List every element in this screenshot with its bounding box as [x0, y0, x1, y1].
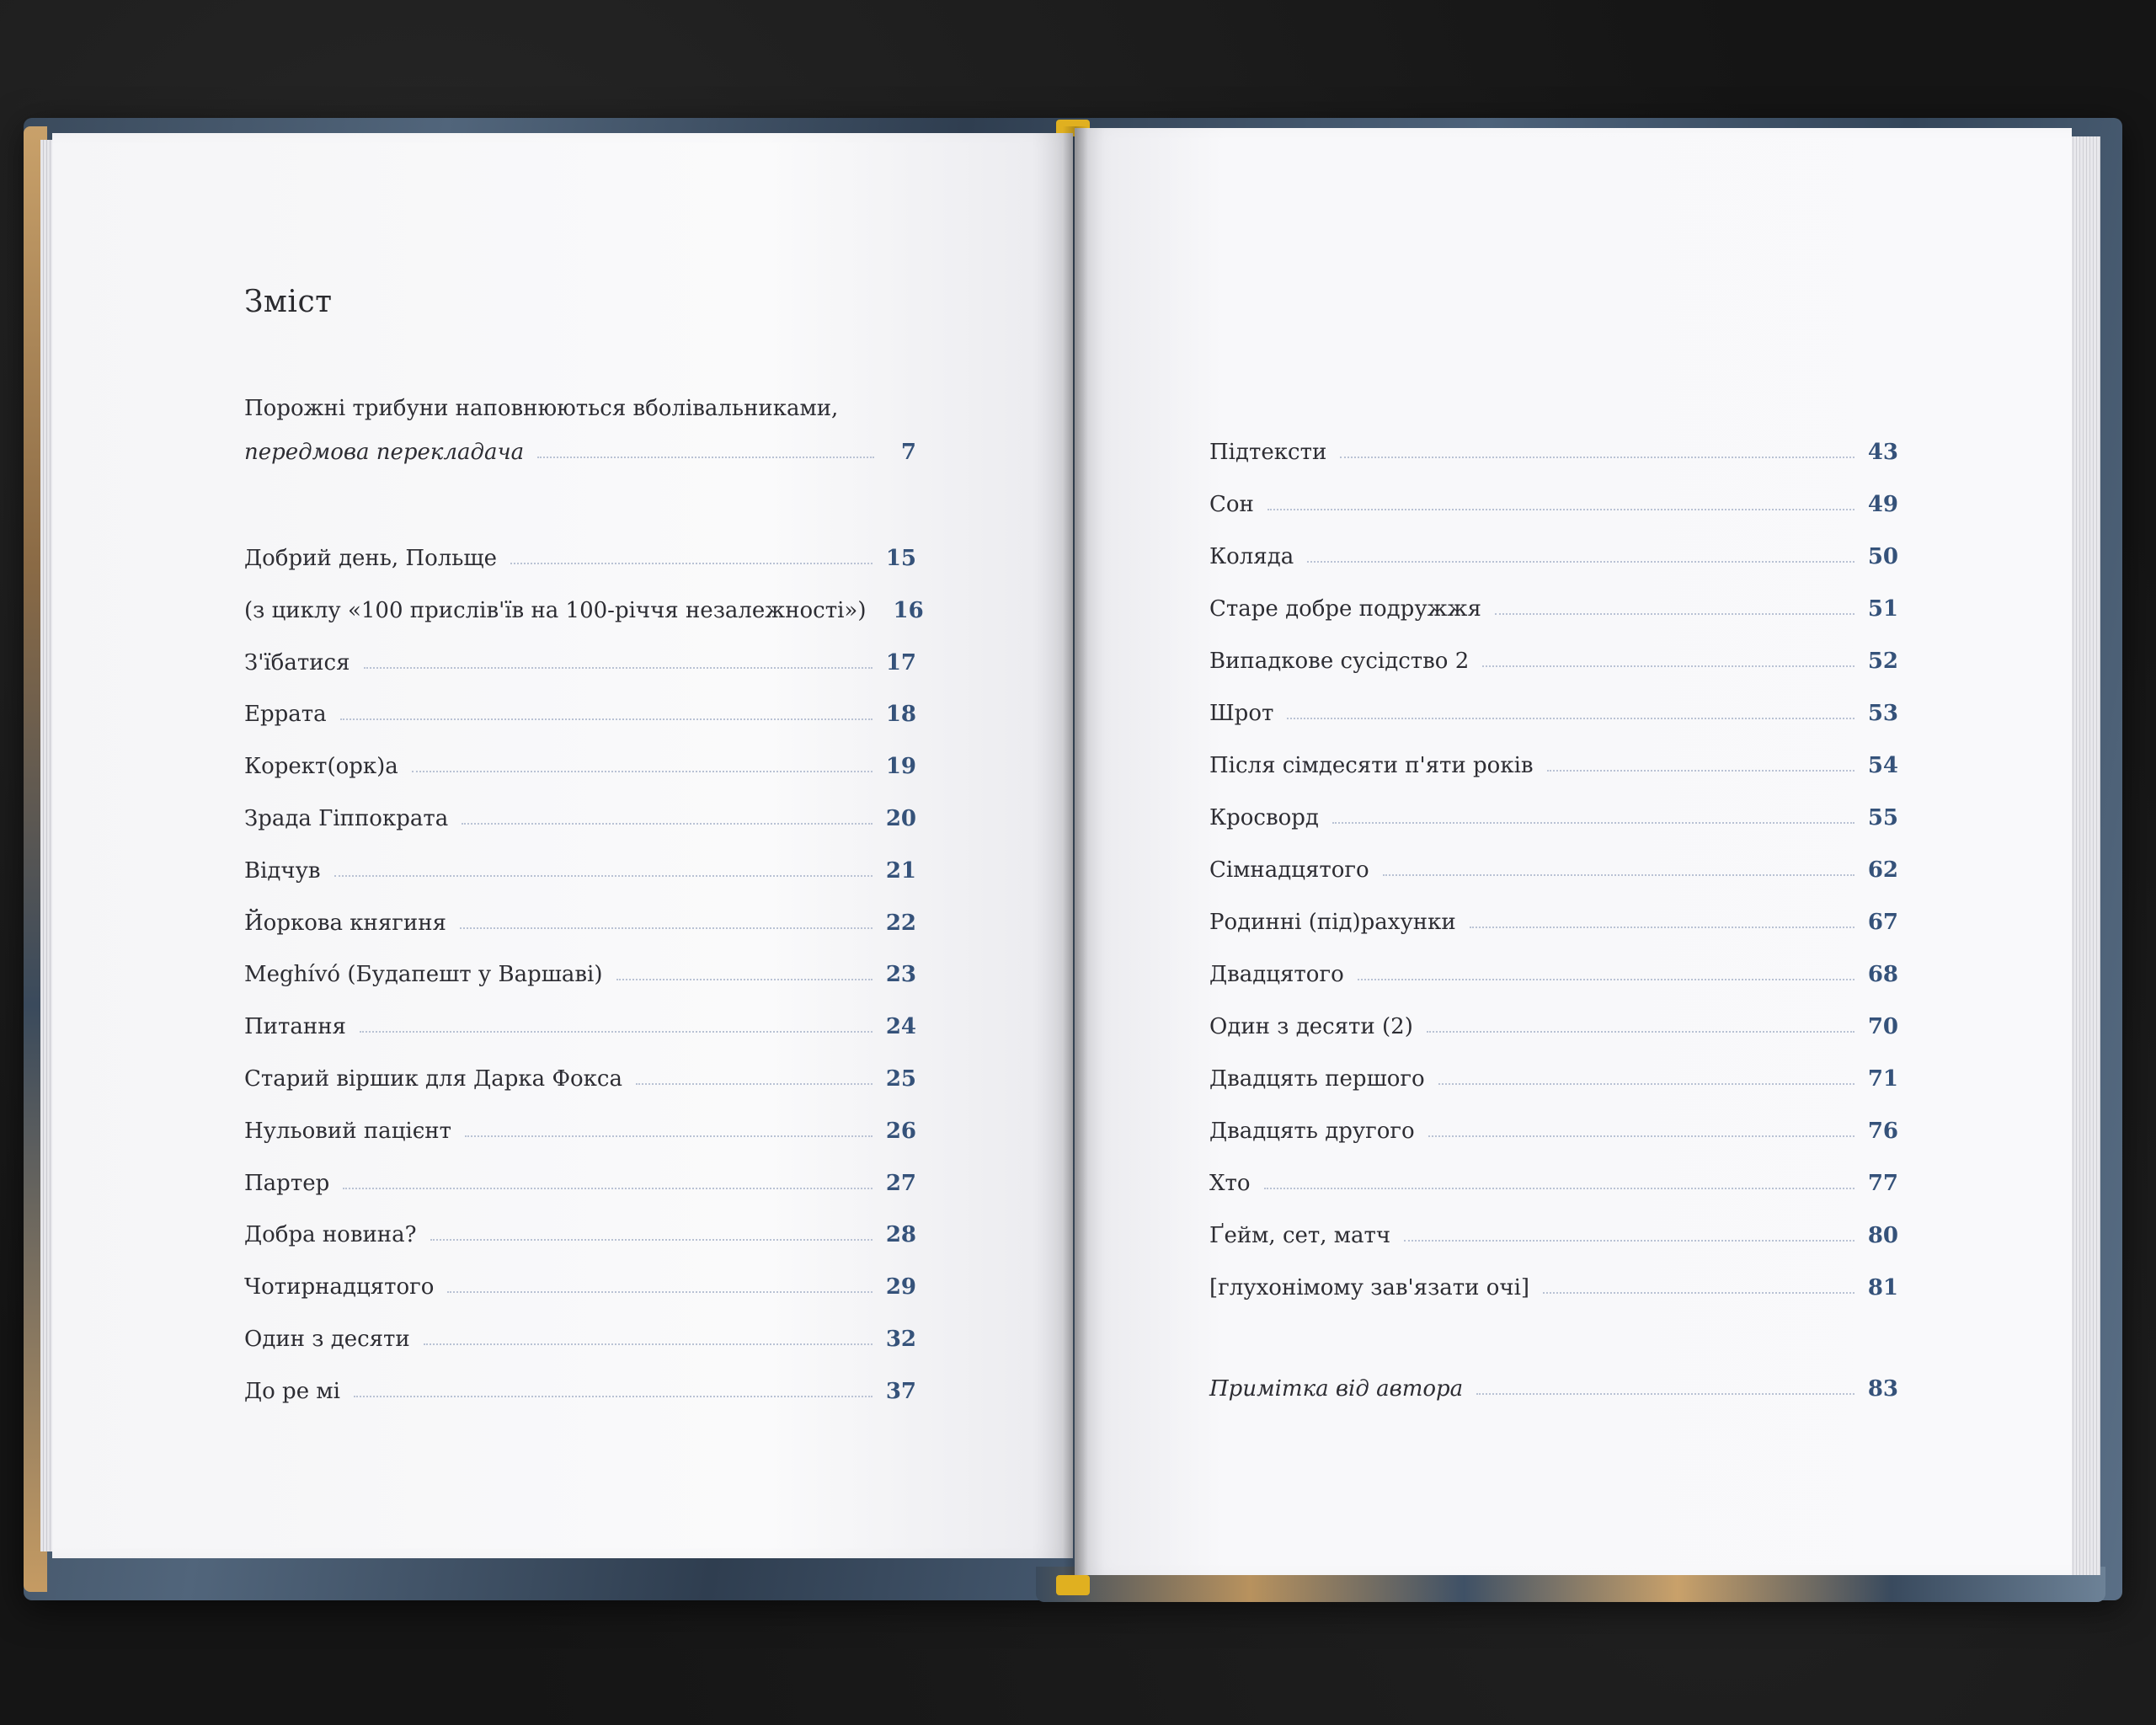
toc-entry-page: 28: [885, 1222, 916, 1248]
toc-entry-page: 70: [1867, 1014, 1898, 1039]
toc-leader: [1332, 822, 1854, 824]
toc-leader: [412, 771, 873, 772]
toc-entry-title: Примітка від автора: [1209, 1376, 1464, 1402]
toc-entry-page: 22: [885, 910, 916, 936]
toc-entry-page: 81: [1867, 1275, 1898, 1300]
toc-entry-page: 19: [885, 754, 916, 780]
toc-entry: [1209, 745, 1898, 778]
toc-leader: [343, 1188, 873, 1189]
toc-entry: [1209, 536, 1898, 569]
toc-entry-page: 27: [885, 1170, 916, 1196]
toc-leader: [1470, 927, 1854, 928]
toc-entry-title: Відчув: [244, 857, 321, 884]
toc-leader: [1543, 1292, 1854, 1294]
toc-entry-page: 49: [1867, 492, 1898, 517]
toc-leader: [364, 667, 873, 669]
toc-entry: [244, 798, 916, 831]
toc-leader: [1340, 457, 1854, 458]
toc-entry: [1209, 1267, 1898, 1300]
toc-entry-title: Нульовий пацієнт: [244, 1118, 451, 1144]
toc-leader: [1358, 979, 1854, 980]
toc-entry: [1209, 1368, 1898, 1402]
toc-leader: [430, 1239, 873, 1241]
toc-entry: [244, 1162, 916, 1196]
toc-leader: [334, 875, 873, 877]
toc-entry-page: 51: [1867, 596, 1898, 622]
toc-entry-page: 71: [1867, 1066, 1898, 1092]
toc-leader: [1438, 1083, 1854, 1085]
toc-entry: [244, 1006, 916, 1039]
toc-entry-page: 77: [1867, 1171, 1898, 1196]
toc-leader: [424, 1343, 873, 1345]
toc-entry: [244, 1058, 916, 1092]
toc-entry-title: Хто: [1209, 1171, 1251, 1196]
toc-entry: [244, 537, 916, 571]
book-gutter: [1063, 126, 1088, 1575]
toc-entry: [244, 1110, 916, 1144]
toc-entry-page: 32: [885, 1327, 916, 1352]
toc-entry: [1209, 953, 1898, 987]
toc-entry-page: 80: [1867, 1223, 1898, 1248]
toc-entry: [1209, 588, 1898, 622]
toc-entry-title: Еррата: [244, 702, 327, 728]
toc-entry-title: Шрот: [1209, 701, 1274, 726]
toc-entry: [244, 1266, 916, 1300]
toc-entry: [244, 431, 916, 465]
toc-entry: [1209, 1110, 1898, 1144]
toc-leader: [447, 1291, 872, 1293]
toc-leader: [616, 979, 873, 980]
toc-entry: [1209, 431, 1898, 465]
toc-entry-page: 55: [1867, 805, 1898, 830]
toc-entry: [1209, 640, 1898, 674]
toc-entry: [244, 1318, 916, 1352]
toc-entry-title: З'їбатися: [244, 649, 350, 676]
toc-entry-title: Йоркова княгиня: [244, 910, 446, 936]
toc-foreword-line1: Порожні трибуни наповнюються вболівальниками,: [244, 396, 839, 421]
toc-entry-page: 53: [1867, 701, 1898, 726]
toc-entry-page: 83: [1867, 1376, 1898, 1402]
toc-entry-title: Добрий день, Польще: [244, 546, 497, 571]
toc-entry-page: 20: [885, 806, 916, 831]
toc-entry-title: Старий віршик для Дарка Фокса: [244, 1066, 622, 1092]
toc-entry-title: Добра новина?: [244, 1222, 417, 1248]
toc-leader: [1482, 665, 1854, 667]
toc-leader: [1428, 1135, 1854, 1137]
toc-entry: [1209, 1058, 1898, 1092]
toc-entry-title: Випадкове сусідство 2: [1209, 649, 1470, 674]
toc-leader: [1547, 770, 1854, 772]
toc-leader: [537, 457, 874, 458]
toc-entry-title: Сімнадцятого: [1209, 857, 1369, 883]
toc-entry-title: Двадцятого: [1209, 962, 1344, 987]
toc-entry-page: 67: [1867, 910, 1898, 935]
toc-leader: [1476, 1393, 1854, 1395]
toc-entry-title: Зрада Гіппократа: [244, 806, 449, 831]
toc-entry: [244, 1214, 916, 1247]
toc-entry-page: 50: [1867, 544, 1898, 569]
toc-heading: Зміст: [244, 285, 333, 319]
toc-entry: [1209, 849, 1898, 883]
toc-entry-title: Сон: [1209, 492, 1254, 517]
toc-entry: [1209, 797, 1898, 830]
toc-entry-title: Корект(орк)а: [244, 754, 398, 780]
toc-entry: [1209, 692, 1898, 726]
toc-entry-page: 15: [885, 546, 916, 571]
toc-entry-page: 26: [885, 1118, 916, 1144]
toc-entry: [244, 590, 924, 623]
toc-entry-page: 17: [885, 649, 916, 676]
toc-entry: [244, 693, 916, 727]
toc-entry-title: Чотирнадцятого: [244, 1274, 435, 1300]
toc-entry-title: Старе добре подружжя: [1209, 596, 1481, 622]
toc-entry-title: Meghívó (Будапешт у Варшаві): [244, 962, 603, 988]
toc-entry-page: 7: [900, 440, 916, 465]
toc-entry: [1209, 901, 1898, 935]
toc-entry-title: Родинні (під)рахунки: [1209, 910, 1456, 935]
toc-entry-title: (з циклу «100 прислів'їв на 100-річчя незалежності»): [244, 597, 867, 623]
toc-leader: [636, 1083, 873, 1085]
toc-entry: [1209, 1006, 1898, 1039]
toc-leader: [354, 1396, 873, 1397]
page-stack-right: [2070, 136, 2100, 1575]
toc-entry-page: 18: [885, 702, 916, 728]
toc-entry-title: Ґейм, сет, матч: [1209, 1223, 1391, 1248]
toc-leader: [1427, 1031, 1854, 1033]
toc-entry: [244, 902, 916, 936]
toc-leader: [462, 823, 873, 825]
toc-leader: [465, 1135, 873, 1137]
toc-entry-page: 43: [1867, 440, 1898, 465]
toc-entry-title: Кросворд: [1209, 805, 1319, 830]
toc-leader: [510, 563, 873, 564]
toc-entry-page: 37: [885, 1378, 916, 1404]
toc-leader: [1307, 561, 1854, 563]
toc-entry: [244, 642, 916, 676]
toc-entry: [244, 953, 916, 987]
toc-entry-page: 54: [1867, 753, 1898, 778]
toc-leader: [360, 1031, 873, 1033]
toc-entry-title: Після сімдесяти п'яти років: [1209, 753, 1534, 778]
toc-entry-title: До ре мі: [244, 1378, 340, 1404]
toc-entry-title: Один з десяти (2): [1209, 1014, 1413, 1039]
toc-leader: [1264, 1188, 1854, 1189]
toc-entry-page: 29: [885, 1274, 916, 1300]
toc-entry-title: [глухонімому зав'язати очі]: [1209, 1275, 1530, 1300]
toc-entry: [1209, 1162, 1898, 1196]
toc-entry-page: 68: [1867, 962, 1898, 987]
toc-entry-title: Підтексти: [1209, 440, 1327, 465]
toc-entry-page: 25: [885, 1066, 916, 1092]
toc-entry-title: Двадцять першого: [1209, 1066, 1425, 1092]
toc-leader: [1287, 718, 1854, 719]
toc-leader: [1404, 1240, 1854, 1242]
toc-leader: [1495, 613, 1854, 615]
toc-entry-title: Партер: [244, 1170, 330, 1196]
toc-entry-page: 23: [885, 962, 916, 988]
toc-leader: [340, 718, 873, 720]
toc-entry-title: Двадцять другого: [1209, 1119, 1415, 1144]
toc-entry-page: 76: [1867, 1119, 1898, 1144]
toc-entry: [1209, 1215, 1898, 1248]
toc-entry: [244, 745, 916, 779]
toc-entry-page: 21: [885, 857, 916, 884]
toc-entry: [244, 850, 916, 884]
toc-entry-page: 52: [1867, 649, 1898, 674]
toc-entry: [244, 1370, 916, 1404]
toc-entry-title: передмова перекладача: [244, 440, 525, 465]
toc-entry: [1209, 483, 1898, 517]
toc-entry-title: Коляда: [1209, 544, 1294, 569]
toc-entry-title: Питання: [244, 1014, 346, 1040]
toc-leader: [1267, 509, 1854, 510]
toc-leader: [1383, 874, 1854, 876]
headband-bottom: [1056, 1575, 1090, 1595]
toc-entry-page: 62: [1867, 857, 1898, 883]
toc-leader: [460, 927, 873, 929]
toc-entry-page: 24: [885, 1014, 916, 1040]
toc-entry-page: 16: [893, 597, 924, 623]
toc-entry-title: Один з десяти: [244, 1327, 410, 1352]
